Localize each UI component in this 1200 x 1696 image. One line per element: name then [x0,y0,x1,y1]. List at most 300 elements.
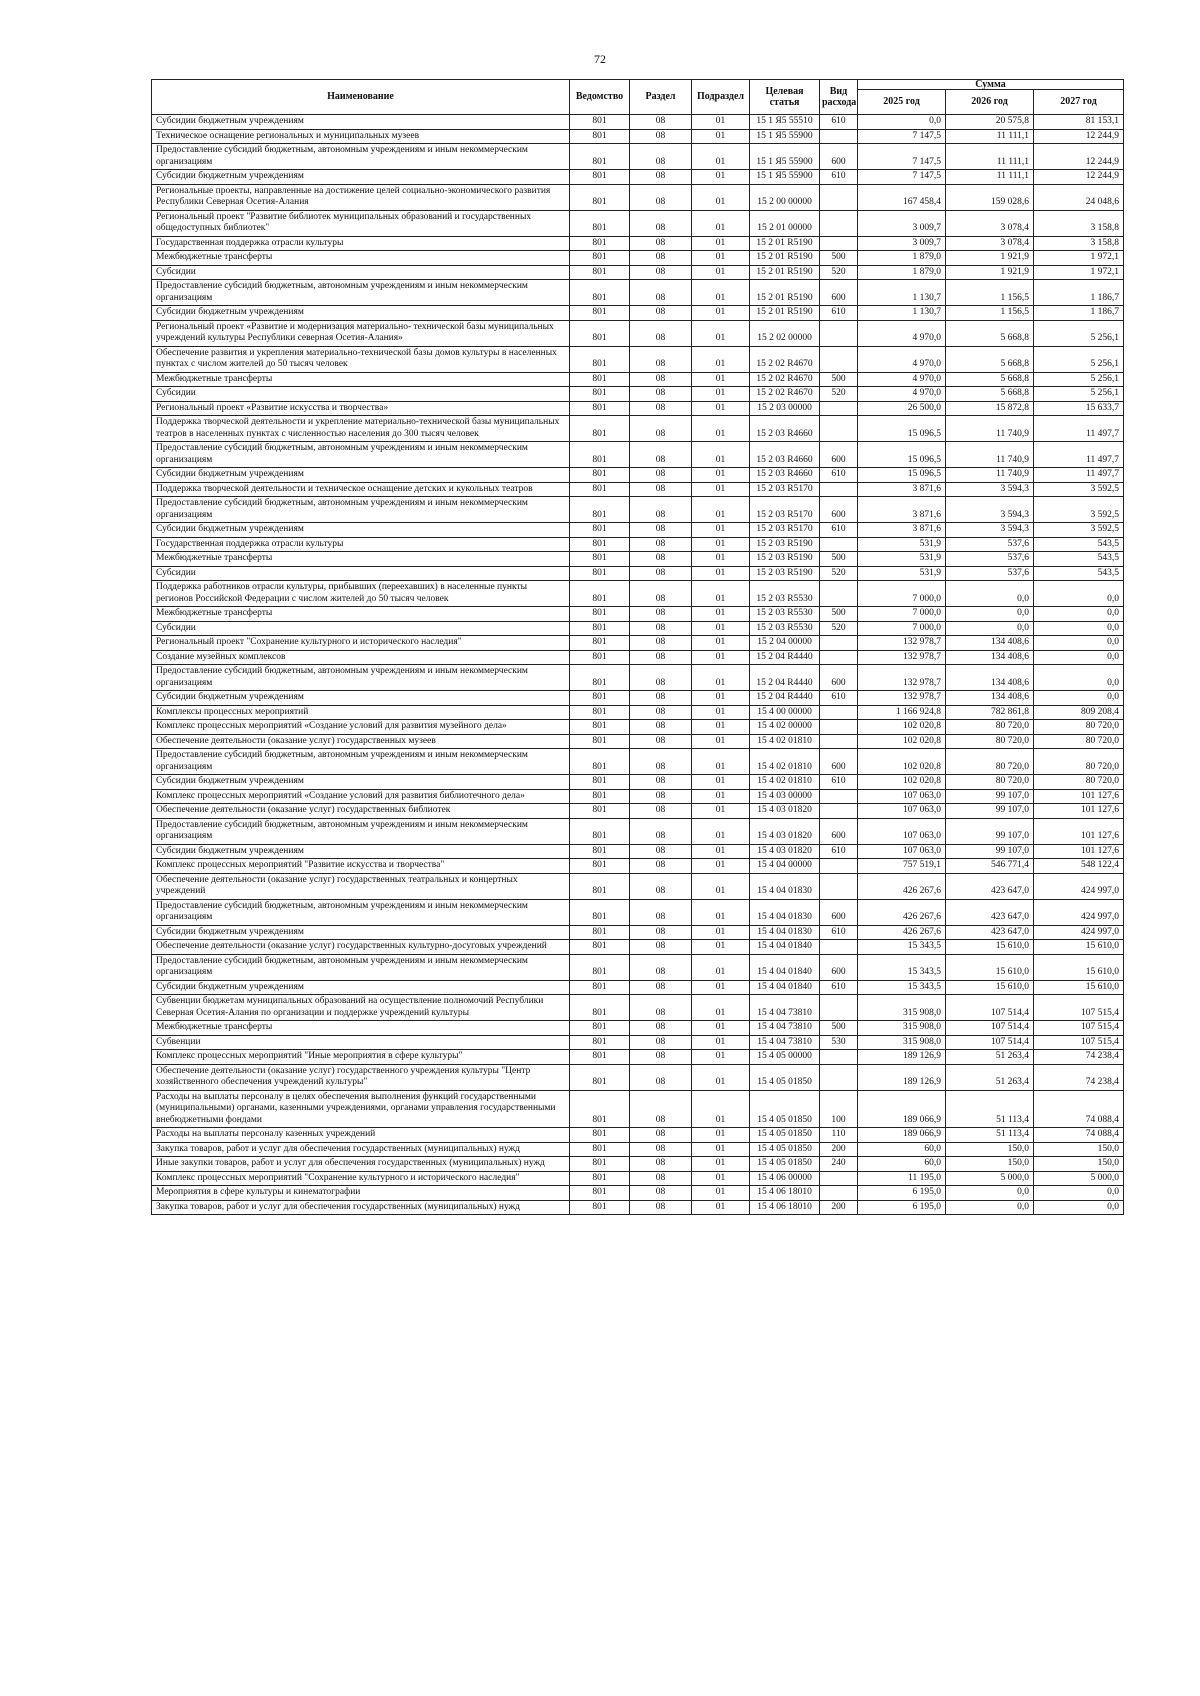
row-2026-cell: 0,0 [946,1186,1034,1201]
row-dept-cell: 801 [570,734,630,749]
row-target-cell: 15 4 04 00000 [750,859,820,874]
table-row [152,1157,1124,1172]
row-dept-cell: 801 [570,859,630,874]
table-row [152,1142,1124,1157]
row-section-cell: 08 [630,320,692,346]
row-target-cell: 15 4 06 00000 [750,1171,820,1186]
row-target-cell: 15 4 05 00000 [750,1050,820,1065]
row-expense-cell [820,1050,858,1065]
row-2027-cell: 1 186,7 [1034,306,1124,321]
row-dept-cell: 801 [570,1200,630,1215]
row-expense-cell [820,734,858,749]
row-2026-cell: 134 408,6 [946,636,1034,651]
row-expense-cell: 600 [820,497,858,523]
row-2026-cell: 0,0 [946,581,1034,607]
row-expense-cell: 530 [820,1035,858,1050]
row-2026-cell: 537,6 [946,566,1034,581]
row-expense-cell: 600 [820,665,858,691]
row-name-cell: Субсидии бюджетным учреждениям [152,980,570,995]
row-expense-cell: 520 [820,566,858,581]
row-2025-cell: 107 063,0 [858,789,946,804]
row-2027-cell: 107 515,4 [1034,995,1124,1021]
row-subsection-cell: 01 [692,129,750,144]
row-target-cell: 15 2 03 R5170 [750,523,820,538]
row-2026-cell: 3 078,4 [946,210,1034,236]
row-subsection-cell: 01 [692,537,750,552]
row-2026-cell: 99 107,0 [946,844,1034,859]
table-row [152,442,1124,468]
row-name-cell: Межбюджетные трансферты [152,552,570,567]
row-subsection-cell: 01 [692,1171,750,1186]
row-expense-cell: 610 [820,980,858,995]
row-2027-cell: 0,0 [1034,621,1124,636]
row-target-cell: 15 4 02 01810 [750,749,820,775]
row-2027-cell: 15 610,0 [1034,980,1124,995]
row-name-cell: Региональный проект "Развитие библиотек муниципальных образований и государственных общедоступных библиотек" [152,210,570,236]
table-row [152,775,1124,790]
row-dept-cell: 801 [570,115,630,130]
row-expense-cell [820,636,858,651]
row-target-cell: 15 2 03 R5170 [750,482,820,497]
row-expense-cell: 500 [820,607,858,622]
row-expense-cell [820,873,858,899]
row-section-cell: 08 [630,144,692,170]
row-subsection-cell: 01 [692,720,750,735]
row-subsection-cell: 01 [692,749,750,775]
table-row [152,954,1124,980]
row-2025-cell: 7 000,0 [858,581,946,607]
row-dept-cell: 801 [570,236,630,251]
row-target-cell: 15 4 05 01850 [750,1128,820,1143]
row-target-cell: 15 4 03 01820 [750,844,820,859]
row-target-cell: 15 4 02 01810 [750,734,820,749]
row-subsection-cell: 01 [692,236,750,251]
row-2027-cell: 81 153,1 [1034,115,1124,130]
row-section-cell: 08 [630,607,692,622]
row-target-cell: 15 4 03 01820 [750,818,820,844]
row-section-cell: 08 [630,581,692,607]
row-dept-cell: 801 [570,636,630,651]
row-expense-cell [820,720,858,735]
row-2027-cell: 101 127,6 [1034,844,1124,859]
row-2025-cell: 6 195,0 [858,1186,946,1201]
row-dept-cell: 801 [570,1142,630,1157]
row-name-cell: Комплекс процессных мероприятий «Создание условий для развития библиотечного дела» [152,789,570,804]
table-row [152,184,1124,210]
row-target-cell: 15 2 03 00000 [750,401,820,416]
row-subsection-cell: 01 [692,306,750,321]
row-expense-cell: 520 [820,621,858,636]
row-section-cell: 08 [630,954,692,980]
row-name-cell: Предоставление субсидий бюджетным, автономным учреждениям и иным некоммерческим организациям [152,665,570,691]
row-2027-cell: 0,0 [1034,607,1124,622]
col-header-expense: Вид расхода [820,80,858,115]
table-row [152,1035,1124,1050]
row-dept-cell: 801 [570,691,630,706]
row-dept-cell: 801 [570,650,630,665]
row-dept-cell: 801 [570,1157,630,1172]
row-expense-cell: 610 [820,523,858,538]
table-row [152,789,1124,804]
row-dept-cell: 801 [570,144,630,170]
row-expense-cell [820,804,858,819]
row-target-cell: 15 4 06 18010 [750,1186,820,1201]
row-name-cell: Поддержка работников отрасли культуры, прибывших (переехавших) в населенные пункты регионов Российской Федерации с числом жителей до 50 тысяч человек [152,581,570,607]
table-header [152,80,1124,115]
table-row [152,280,1124,306]
row-dept-cell: 801 [570,468,630,483]
row-subsection-cell: 01 [692,144,750,170]
row-name-cell: Субвенции бюджетам муниципальных образований на осуществление полномочий Республики Северная Осетия-Алания по организации и поддержке учреждений культуры [152,995,570,1021]
table-row [152,621,1124,636]
row-2027-cell: 12 244,9 [1034,129,1124,144]
row-2025-cell: 531,9 [858,537,946,552]
row-subsection-cell: 01 [692,416,750,442]
row-2025-cell: 15 343,5 [858,980,946,995]
row-subsection-cell: 01 [692,482,750,497]
row-dept-cell: 801 [570,1128,630,1143]
row-dept-cell: 801 [570,818,630,844]
row-name-cell: Расходы на выплаты персоналу казенных учреждений [152,1128,570,1143]
row-name-cell: Создание музейных комплексов [152,650,570,665]
row-2025-cell: 426 267,6 [858,925,946,940]
row-section-cell: 08 [630,482,692,497]
row-2026-cell: 150,0 [946,1157,1034,1172]
row-2027-cell: 101 127,6 [1034,804,1124,819]
row-expense-cell [820,537,858,552]
row-name-cell: Государственная поддержка отрасли культуры [152,236,570,251]
row-target-cell: 15 4 03 00000 [750,789,820,804]
row-subsection-cell: 01 [692,387,750,402]
page-number: 72 [594,52,606,66]
row-section-cell: 08 [630,537,692,552]
row-2025-cell: 15 343,5 [858,940,946,955]
row-2025-cell: 132 978,7 [858,650,946,665]
row-name-cell: Иные закупки товаров, работ и услуг для обеспечения государственных (муниципальных) нужд [152,1157,570,1172]
row-subsection-cell: 01 [692,1064,750,1090]
row-target-cell: 15 2 01 00000 [750,210,820,236]
row-subsection-cell: 01 [692,1090,750,1128]
row-expense-cell [820,482,858,497]
row-2026-cell: 5 668,8 [946,372,1034,387]
row-2026-cell: 134 408,6 [946,691,1034,706]
row-expense-cell [820,650,858,665]
row-section-cell: 08 [630,1021,692,1036]
row-dept-cell: 801 [570,720,630,735]
row-expense-cell: 500 [820,251,858,266]
row-dept-cell: 801 [570,980,630,995]
row-subsection-cell: 01 [692,1157,750,1172]
row-2027-cell: 543,5 [1034,537,1124,552]
row-section-cell: 08 [630,749,692,775]
row-subsection-cell: 01 [692,320,750,346]
table-row [152,387,1124,402]
row-subsection-cell: 01 [692,497,750,523]
row-target-cell: 15 2 02 R4670 [750,346,820,372]
row-section-cell: 08 [630,1142,692,1157]
row-2026-cell: 11 111,1 [946,170,1034,185]
table-row [152,251,1124,266]
row-2026-cell: 80 720,0 [946,775,1034,790]
row-section-cell: 08 [630,1090,692,1128]
table-row [152,804,1124,819]
row-2025-cell: 189 066,9 [858,1090,946,1128]
row-2027-cell: 80 720,0 [1034,749,1124,775]
row-expense-cell [820,320,858,346]
row-2025-cell: 426 267,6 [858,899,946,925]
row-subsection-cell: 01 [692,265,750,280]
row-2026-cell: 1 156,5 [946,280,1034,306]
row-section-cell: 08 [630,401,692,416]
row-name-cell: Закупка товаров, работ и услуг для обеспечения государственных (муниципальных) нужд [152,1200,570,1215]
row-2026-cell: 15 610,0 [946,954,1034,980]
row-name-cell: Субсидии бюджетным учреждениям [152,523,570,538]
row-2027-cell: 12 244,9 [1034,170,1124,185]
row-section-cell: 08 [630,925,692,940]
row-target-cell: 15 1 Я5 55900 [750,144,820,170]
row-section-cell: 08 [630,705,692,720]
row-dept-cell: 801 [570,372,630,387]
row-name-cell: Государственная поддержка отрасли культуры [152,537,570,552]
row-dept-cell: 801 [570,320,630,346]
row-2026-cell: 546 771,4 [946,859,1034,874]
row-subsection-cell: 01 [692,650,750,665]
col-header-2025: 2025 год [858,90,946,115]
row-2027-cell: 107 515,4 [1034,1021,1124,1036]
row-2027-cell: 24 048,6 [1034,184,1124,210]
row-2027-cell: 3 592,5 [1034,482,1124,497]
row-2026-cell: 423 647,0 [946,873,1034,899]
row-target-cell: 15 2 03 R5190 [750,552,820,567]
table-row [152,665,1124,691]
row-2026-cell: 11 740,9 [946,468,1034,483]
row-name-cell: Предоставление субсидий бюджетным, автономным учреждениям и иным некоммерческим организациям [152,497,570,523]
row-dept-cell: 801 [570,607,630,622]
row-expense-cell: 100 [820,1090,858,1128]
row-name-cell: Комплекс процессных мероприятий "Сохранение культурного и исторического наследия" [152,1171,570,1186]
col-header-target: Целевая статья [750,80,820,115]
row-subsection-cell: 01 [692,873,750,899]
row-expense-cell: 600 [820,280,858,306]
row-name-cell: Предоставление субсидий бюджетным, автономным учреждениям и иным некоммерческим организациям [152,144,570,170]
row-2025-cell: 189 126,9 [858,1064,946,1090]
row-expense-cell [820,129,858,144]
row-target-cell: 15 1 Я5 55900 [750,170,820,185]
row-section-cell: 08 [630,873,692,899]
row-target-cell: 15 4 03 01820 [750,804,820,819]
row-2026-cell: 134 408,6 [946,665,1034,691]
row-target-cell: 15 2 04 R4440 [750,650,820,665]
row-expense-cell: 610 [820,775,858,790]
table-row [152,581,1124,607]
row-target-cell: 15 2 03 R5530 [750,581,820,607]
row-target-cell: 15 2 04 R4440 [750,665,820,691]
row-name-cell: Субсидии бюджетным учреждениям [152,844,570,859]
row-2025-cell: 102 020,8 [858,749,946,775]
row-dept-cell: 801 [570,482,630,497]
row-target-cell: 15 4 04 01840 [750,980,820,995]
row-2026-cell: 150,0 [946,1142,1034,1157]
row-2026-cell: 3 078,4 [946,236,1034,251]
row-name-cell: Субсидии бюджетным учреждениям [152,775,570,790]
row-section-cell: 08 [630,1035,692,1050]
row-section-cell: 08 [630,940,692,955]
table-row [152,995,1124,1021]
row-dept-cell: 801 [570,665,630,691]
row-expense-cell [820,1171,858,1186]
row-subsection-cell: 01 [692,1050,750,1065]
row-target-cell: 15 2 03 R5530 [750,607,820,622]
row-2025-cell: 15 343,5 [858,954,946,980]
table-row [152,1128,1124,1143]
row-name-cell: Предоставление субсидий бюджетным, автономным учреждениям и иным некоммерческим организациям [152,818,570,844]
row-expense-cell: 500 [820,1021,858,1036]
row-2026-cell: 5 000,0 [946,1171,1034,1186]
row-2027-cell: 543,5 [1034,552,1124,567]
row-dept-cell: 801 [570,387,630,402]
row-expense-cell: 500 [820,552,858,567]
row-subsection-cell: 01 [692,804,750,819]
row-expense-cell [820,1186,858,1201]
row-2025-cell: 3 009,7 [858,236,946,251]
row-2025-cell: 15 096,5 [858,416,946,442]
row-2025-cell: 107 063,0 [858,818,946,844]
row-2027-cell: 809 208,4 [1034,705,1124,720]
row-2026-cell: 51 263,4 [946,1050,1034,1065]
table-row [152,170,1124,185]
col-header-section: Раздел [630,80,692,115]
row-target-cell: 15 2 01 R5190 [750,306,820,321]
row-2025-cell: 3 871,6 [858,497,946,523]
row-subsection-cell: 01 [692,899,750,925]
row-2026-cell: 15 610,0 [946,980,1034,995]
table-row [152,115,1124,130]
row-name-cell: Поддержка творческой деятельности и техническое оснащение детских и кукольных театров [152,482,570,497]
row-name-cell: Межбюджетные трансферты [152,251,570,266]
row-subsection-cell: 01 [692,691,750,706]
row-2025-cell: 132 978,7 [858,636,946,651]
row-dept-cell: 801 [570,844,630,859]
row-section-cell: 08 [630,899,692,925]
row-2025-cell: 3 871,6 [858,482,946,497]
row-2025-cell: 4 970,0 [858,372,946,387]
row-expense-cell: 600 [820,749,858,775]
row-dept-cell: 801 [570,170,630,185]
row-name-cell: Техническое оснащение региональных и муниципальных музеев [152,129,570,144]
col-header-2027: 2027 год [1034,90,1124,115]
row-section-cell: 08 [630,387,692,402]
col-header-dept: Ведомство [570,80,630,115]
row-target-cell: 15 2 01 R5190 [750,265,820,280]
row-2025-cell: 315 908,0 [858,1021,946,1036]
row-2025-cell: 11 195,0 [858,1171,946,1186]
row-2025-cell: 15 096,5 [858,442,946,468]
row-2026-cell: 11 740,9 [946,416,1034,442]
row-2027-cell: 0,0 [1034,581,1124,607]
row-name-cell: Мероприятия в сфере культуры и кинематографии [152,1186,570,1201]
row-2026-cell: 107 514,4 [946,1035,1034,1050]
table-row [152,210,1124,236]
row-target-cell: 15 4 04 01830 [750,899,820,925]
row-section-cell: 08 [630,372,692,387]
table-row [152,468,1124,483]
row-section-cell: 08 [630,734,692,749]
row-name-cell: Предоставление субсидий бюджетным, автономным учреждениям и иным некоммерческим организациям [152,899,570,925]
row-2026-cell: 51 263,4 [946,1064,1034,1090]
row-2027-cell: 0,0 [1034,1200,1124,1215]
row-dept-cell: 801 [570,873,630,899]
row-subsection-cell: 01 [692,621,750,636]
row-dept-cell: 801 [570,1090,630,1128]
row-2026-cell: 99 107,0 [946,818,1034,844]
row-target-cell: 15 4 04 01840 [750,940,820,955]
row-2025-cell: 4 970,0 [858,387,946,402]
table-row [152,552,1124,567]
table-row [152,144,1124,170]
row-subsection-cell: 01 [692,818,750,844]
row-2027-cell: 1 972,1 [1034,265,1124,280]
row-dept-cell: 801 [570,804,630,819]
row-2025-cell: 6 195,0 [858,1200,946,1215]
row-target-cell: 15 4 04 73810 [750,995,820,1021]
row-name-cell: Региональный проект «Развитие искусства и творчества» [152,401,570,416]
row-2026-cell: 159 028,6 [946,184,1034,210]
row-subsection-cell: 01 [692,401,750,416]
row-2026-cell: 80 720,0 [946,720,1034,735]
row-dept-cell: 801 [570,925,630,940]
row-2027-cell: 0,0 [1034,691,1124,706]
row-section-cell: 08 [630,416,692,442]
row-name-cell: Субсидии бюджетным учреждениям [152,306,570,321]
table-row [152,980,1124,995]
row-section-cell: 08 [630,844,692,859]
row-expense-cell [820,705,858,720]
row-target-cell: 15 2 02 00000 [750,320,820,346]
row-section-cell: 08 [630,980,692,995]
row-2026-cell: 537,6 [946,537,1034,552]
row-2026-cell: 15 610,0 [946,940,1034,955]
row-name-cell: Предоставление субсидий бюджетным, автономным учреждениям и иным некоммерческим организациям [152,749,570,775]
row-name-cell: Обеспечение деятельности (оказание услуг) государственных музеев [152,734,570,749]
row-2026-cell: 51 113,4 [946,1128,1034,1143]
row-expense-cell [820,401,858,416]
row-dept-cell: 801 [570,346,630,372]
row-target-cell: 15 4 04 01840 [750,954,820,980]
row-expense-cell: 610 [820,844,858,859]
table-row [152,129,1124,144]
row-section-cell: 08 [630,665,692,691]
row-2026-cell: 3 594,3 [946,482,1034,497]
row-section-cell: 08 [630,621,692,636]
row-subsection-cell: 01 [692,1035,750,1050]
row-expense-cell: 600 [820,144,858,170]
row-2026-cell: 134 408,6 [946,650,1034,665]
row-2025-cell: 4 970,0 [858,346,946,372]
row-dept-cell: 801 [570,210,630,236]
row-subsection-cell: 01 [692,251,750,266]
row-section-cell: 08 [630,280,692,306]
row-2026-cell: 99 107,0 [946,804,1034,819]
row-name-cell: Поддержка творческой деятельности и укрепление материально-технической базы муниципальных театров в населенных пунктах с численностью населения до 300 тысяч человек [152,416,570,442]
row-dept-cell: 801 [570,1171,630,1186]
row-2025-cell: 60,0 [858,1142,946,1157]
row-target-cell: 15 2 01 R5190 [750,251,820,266]
row-2027-cell: 12 244,9 [1034,144,1124,170]
row-section-cell: 08 [630,995,692,1021]
row-expense-cell: 610 [820,691,858,706]
row-2026-cell: 537,6 [946,552,1034,567]
row-2025-cell: 1 879,0 [858,251,946,266]
